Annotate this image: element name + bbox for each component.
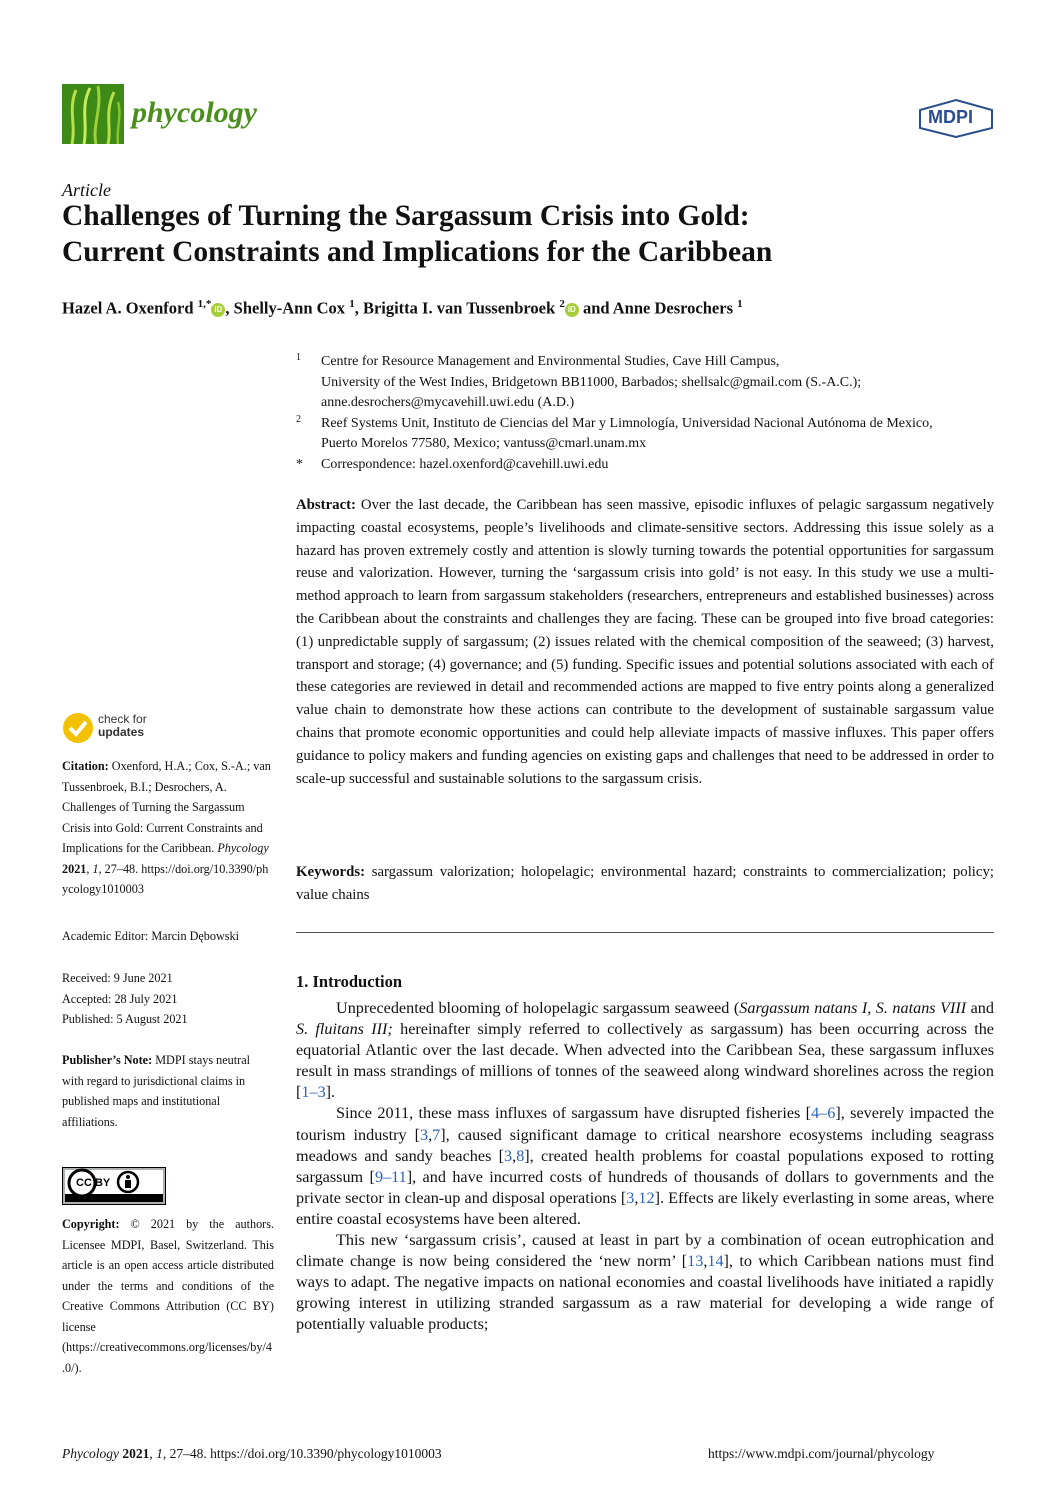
check-updates-line1: check for [98,712,147,726]
introduction-body [296,998,994,1336]
accepted-date: Accepted: 28 July 2021 [62,991,178,1006]
copyright-text: © 2021 by the authors. Licensee MDPI, Basel, Switzerland. This article is an open access article distributed under the terms and conditions of the Creative Commons Attribution (CC BY) license (https://creativecommons.org/licenses/by/4.0/). [62,1217,275,1375]
title-line-1: Challenges of Turning the Sargassum Crisis into Gold: [62,200,750,232]
affiliation-line: anne.desrochers@mycavehill.uwi.edu (A.D.) [321,395,575,410]
footer-doi[interactable]: , 27–48. https://doi.org/10.3390/phycology1010003 [162,1446,442,1461]
orcid-icon[interactable]: iD [565,303,579,317]
citation-link[interactable]: 4–6 [811,1104,836,1123]
citation-link[interactable]: 14 [707,1252,724,1271]
journal-name: phycology [132,96,257,129]
author-separator: and [578,298,613,318]
affiliation-marker: * [296,456,303,472]
keywords-text: sargassum valorization; holopelagic; environmental hazard; constraints to commercialization; policy; value chains [296,864,994,903]
author-affiliation-marker: 1,* [197,298,212,310]
keywords [296,861,994,907]
check-updates-line2: updates [98,725,145,739]
cc-badge-text: CC BY [76,1177,111,1189]
citation-link[interactable]: 1–3 [301,1083,326,1102]
citation-link[interactable]: 13 [687,1252,704,1271]
published-date: Published: 5 August 2021 [62,1012,188,1026]
mdpi-logo [916,98,996,138]
affiliation-marker: 2 [296,413,301,425]
citation-text: Oxenford, H.A.; Cox, S.-A.; van Tussenbroek, B.I.; Desrochers, A. Challenges of Turning the Sargassum Crisis into Gold: Current Constraints and Implications for the Caribbean. [62,759,271,855]
citation-link[interactable]: 3 [626,1188,635,1207]
affiliation-line: University of the West Indies, Bridgetown BB11000, Barbados; shellsalc@gmail.com (S.-A.C.); [321,374,862,390]
article-type: Article [62,180,111,200]
orcid-icon[interactable]: iD [211,303,225,317]
affiliation-line: Reef Systems Unit, Instituto de Ciencias del Mar y Limnología, Universidad Nacional Autónoma de Mexico, [321,415,933,431]
author-affiliation-marker: 1 [737,298,743,310]
check-updates-icon [62,712,94,744]
paragraph: Unprecedented blooming of holopelagic sargassum seaweed (Sargassum natans I, S. natans VIII and S. fluitans III; hereinafter simply referred to collectively as sargassum) has been occurring across the equatorial Atlantic over the last decade. When advected into the Caribbean Sea, these sargassum influxes result in mass strandings of millions of tonnes of the seaweed along windward shorelines across the region [1–3]. [296,999,994,1102]
publisher-note [62,1050,274,1132]
author-affiliation-marker: 2 [559,298,565,310]
dates [62,968,274,1030]
section-divider [296,932,994,933]
affiliation-line: Correspondence: hazel.oxenford@cavehill.uwi.edu [321,456,609,472]
affiliation-marker: 1 [296,352,301,363]
footer-citation: Phycology 2021, 1, 27–48. https://doi.org/10.3390/phycology1010003 [62,1446,442,1461]
author-name: Shelly-Ann Cox [233,298,346,318]
author-list [62,298,743,319]
cc-by-license-badge[interactable] [62,1167,166,1205]
citation-link[interactable]: 12 [638,1188,655,1207]
footer-journal: Phycology [62,1446,119,1461]
citation: Citation: Oxenford, H.A.; Cox, S.-A.; van Tussenbroek, B.I.; Desrochers, A. Challenges of Turning the Sargassum Crisis into Gold: Current Constraints and Implications for the Caribbean. Phycology 2021, 1, 27–48. https://doi.org/10.3390/phycology1010003 [62,759,271,896]
copyright-label: Copyright: [62,1217,120,1231]
citation-journal: Phycology [217,841,269,855]
footer-year: 2021 [122,1446,150,1461]
publisher-note-label: Publisher’s Note: [62,1053,153,1067]
affiliation-item [296,414,996,455]
affiliation-item [296,455,996,476]
citation-link[interactable]: 8 [516,1146,525,1165]
abstract-label: Abstract: [296,497,356,513]
keywords-label: Keywords: [296,864,366,880]
author-separator: , [354,298,363,318]
publisher-note-text: MDPI stays neutral with regard to jurisdictional claims in published maps and institutional affiliations. [62,1053,250,1129]
citation-link[interactable]: 9–11 [374,1167,407,1186]
affiliation-item [296,352,996,414]
citation-link[interactable]: 3 [420,1125,429,1144]
author-name: Hazel A. Oxenford [62,298,194,318]
citation-year: 2021 [62,861,87,876]
title-line-2: Current Constraints and Implications for the Caribbean [62,236,773,268]
author-affiliation-marker: 1 [349,298,355,310]
abstract-text: Over the last decade, the Caribbean has seen massive, episodic influxes of pelagic sargassum negatively impacting coastal ecosystems, people’s livelihoods and climate-sensitive sectors. Addressing this issue solely as a hazard has proven extremely costly and attention is slowly turning towards the potential opportunities for sargassum reuse and valorization. However, turning the ‘sargassum crisis into gold’ is not easy. In this study we use a multi-method approach to learn from sargassum stakeholders (researchers, entrepreneurs and established businesses) across the Caribbean about the constraints and challenges they are facing. These can be grouped into five broad categories: (1) unpredictable supply of sargassum; (2) issues related with the chemical composition of the seaweed; (3) harvest, transport and storage; (4) governance; and (5) funding. Specific issues and potential solutions associated with each of these categories are reviewed in detail and recommended actions are mapped to five entry points along a generalized value chain to demonstrate how these actions can contribute to the development of sustainable sargassum value chains that promote economic opportunities and could help alleviate impacts of massive influxes. This paper offers guidance to policy makers and funding agencies on existing gaps and challenges that need to be addressed in order to scale-up successful and sustainable solutions to the sargassum crisis. [296,497,994,787]
mdpi-logo-text: MDPI [928,107,973,127]
copyright [62,1214,274,1378]
citation-doi[interactable]: , 27–48. https://doi.org/10.3390/phycology1010003 [62,861,269,896]
affiliations [296,352,996,475]
citation-link[interactable]: 3 [504,1146,513,1165]
paragraph: Since 2011, these mass influxes of sargassum have disrupted fisheries [4–6], severely impacted the tourism industry [3,7], caused significant damage to critical nearshore ecosystems including seagrass meadows and sandy beaches [3,8], created health problems for coastal populations exposed to rotting sargassum [9–11], and have incurred costs of hundreds of thousands of dollars to governments and the private sector in clean-up and disposal operations [3,12]. Effects are likely everlasting in some areas, where entire coastal ecosystems have been altered. [296,1104,994,1228]
citation-link[interactable]: 7 [432,1125,441,1144]
received-date: Received: 9 June 2021 [62,971,173,985]
footer-journal-url[interactable]: https://www.mdpi.com/journal/phycology [708,1446,935,1461]
affiliation-line: Centre for Resource Management and Environmental Studies, Cave Hill Campus, [321,354,780,369]
seaweed-logo-icon [62,84,124,144]
check-for-updates-badge[interactable] [62,712,222,744]
footer-volume: 1 [156,1446,163,1461]
affiliation-line: Puerto Morelos 77580, Mexico; vantuss@cmarl.unam.mx [321,436,647,451]
citation-label: Citation: [62,759,109,773]
academic-editor: Academic Editor: Marcin Dębowski [62,929,240,943]
abstract [296,494,994,790]
paper-title [62,198,1002,270]
section-title: 1. Introduction [296,972,403,991]
author-name: Anne Desrochers [612,298,733,318]
citation-volume: 1 [92,861,99,876]
paragraph: This new ‘sargassum crisis’, caused at least in part by a combination of ocean eutrophication and climate change is now being considered the ‘new norm’ [13,14], to which Caribbean nations must find ways to adapt. The negative impacts on national economies and coastal livelihoods have initiated a rapidly growing interest in utilizing stranded sargassum as a raw material for developing a wide range of potentially valuable products; [296,1231,994,1334]
author-separator: , [225,298,234,318]
author-name: Brigitta I. van Tussenbroek [362,298,556,318]
